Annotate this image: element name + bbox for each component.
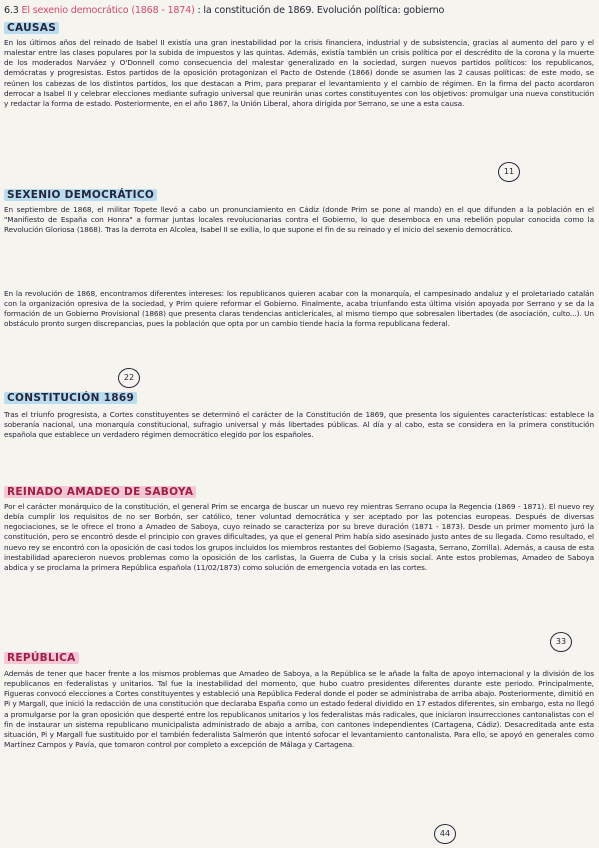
page-marker-causas: 11 [498, 162, 520, 182]
title-rest: : la constitución de 1869. Evolución política: gobierno [197, 5, 445, 16]
paragraph-sexenio: En septiembre de 1868, el militar Topete llevó a cabo un pronunciamiento en Cádiz (donde Prim se pone al mando) en el que difunden a la población en el "Manifiesto de España con Honra" a formar juntas locales revolucionarias contra el Gobierno, lo que desemboca en una rebelión popular conocida como la Revolución Gloriosa (1868). Tras la derrota en Alcolea, Isabel II se exilia, lo que supone el fin de su reinado y el inicio del sexenio democrático. [4, 205, 594, 235]
heading-sexenio: SEXENIO DEMOCRÁTICO [4, 189, 157, 201]
paragraph-amadeo: Por el carácter monárquico de la constitución, el general Prim se encarga de buscar un nuevo rey mientras Serrano ocupa la Regencia (1869 - 1871). El nuevo rey debía cumplir los requisitos de no ser Borbón, ser católico, tener voluntad democrática y ser aceptado por las potencias europeas. Después de diversas negociaciones, se le ofrece el trono a Amadeo de Saboya, cuyo reinado se caracteriza por su breve duración (1871 - 1873). Desde un primer momento juró la constitución, pero se encontró desde el principio con graves dificultades, ya que el general Prim había sido asesinado justo antes de su llegada. Como resultado, el nuevo rey se encontró con la oposición de casi todos los grupos incluidos los miembros restantes del Gobierno (Sagasta, Serrano, Zorrilla). Además, a causa de esta inestabilidad aparecieron nuevos problemas como la oposición de los carlistas, la Guerra de Cuba y la crisis social. Ante estos problemas, Amadeo de Saboya abdica y se proclama la primera República española (11/02/1873) como solución de emergencia votada en las cortes. [4, 502, 594, 572]
title-dates: (1868 - 1874) [131, 5, 195, 16]
heading-amadeo: REINADO AMADEO DE SABOYA [4, 486, 196, 498]
paragraph-causas: En los últimos años del reinado de Isabel II existía una gran inestabilidad por la crisis financiera, industrial y de subsistencia, gracias al aumento del paro y el malestar entre las clases populares por la subida de impuestos y las quintas. Además, existía también un crisis política por el descrédito de la corona y la muerte de los moderados Narváez y O'Donnell como consecuencia del malestar generalizado en la sociedad, surgen nuevos partidos políticos: los republicanos, demócratas y progresistas. Estos partidos de la oposición protagonizan el Pacto de Ostende (1866) donde se asumen las 2 causas políticas: de este modo, se reúnen los cabezas de los distintos partidos, los que destacan a Prim, para preparar el levantamiento y el cambio de régimen. En la firma del pacto acordaron derrocar a Isabel II y celebrar elecciones mediante sufragio universal que reunirán unas cortes constituyentes con los objetivos: promulgar una nueva constitución y redactar la forma de estado. Posteriormente, en el año 1867, la Unión Liberal, ahora dirigida por Serrano, se une a esta causa. [4, 38, 594, 108]
page-marker-amadeo: 33 [550, 632, 572, 652]
page-title [4, 4, 595, 18]
title-main: El sexenio democrático [21, 5, 129, 16]
title-number: 6.3 [4, 5, 19, 16]
paragraph-constitucion: Tras el triunfo progresista, a Cortes constituyentes se determinó el carácter de la Constitución de 1869, que presenta los siguientes características: establece la soberanía nacional, una monarquía constitucional, sufragio universal y más libertades públicas. Al día y al cabo, esta se considera en la primera constitución española que establece un verdadero régimen democrático elegido por los españoles. [4, 410, 594, 440]
page-marker-revolucion: 22 [118, 368, 140, 388]
heading-causas: CAUSAS [4, 22, 59, 34]
heading-constitucion: CONSTITUCIÓN 1869 [4, 392, 137, 404]
heading-republica: REPÚBLICA [4, 652, 79, 664]
paragraph-republica: Además de tener que hacer frente a los mismos problemas que Amadeo de Saboya, a la República se le añade la falta de apoyo internacional y la división de los republicanos en federalistas y unitarios. Tal fue la inestabilidad del momento, que hubo cuatro presidentes diferentes durante este periodo. Principalmente, Figueras convocó elecciones a Cortes constituyentes y estableció una República Federal donde el poder se administraba de arriba abajo. Posteriormente, dimitió en Pi y Margall, que inició la redacción de una constitución que declaraba España como un estado federal dividido en 17 estados diferentes, sin embargo, esta no llegó a promulgarse por la gran oposición que desperté entre los republicanos unitarios y los federalistas más radicales, que iniciaron insurrecciones cantonalistas con el fin de instaurar un sistema republicano municipalista administrado de abajo a arriba, con cantones independientes (Cartagena, Cádiz). Desacreditada ante esta situación, Pi y Margall fue sustituido por el también federalista Salmerón que intentó sofocar el levantamiento cantonalista. Para ello, se apoyó en generales como Martínez Campos y Pavía, que tomaron control por completo a excepción de Málaga y Cartagena. [4, 669, 594, 750]
paragraph-revolucion: En la revolución de 1868, encontramos diferentes intereses: los republicanos quieren acabar con la monarquía, el campesinado andaluz y el proletariado catalán con la organización opresiva de la sociedad, y Prim quiere reformar el Gobierno. Finalmente, acaba triunfando esta última visión apoyada por Serrano y se da la formación de un Gobierno Provisional (1868) que presenta claras tendencias anticlericales, al mismo tiempo que sobresalen libertades (de asociación, culto...). Un obstáculo pronto surgen discrepancias, pues la población que opta por un cambio tiende hacia la forma republicana federal. [4, 289, 594, 329]
page-marker-republica: 44 [434, 824, 456, 844]
